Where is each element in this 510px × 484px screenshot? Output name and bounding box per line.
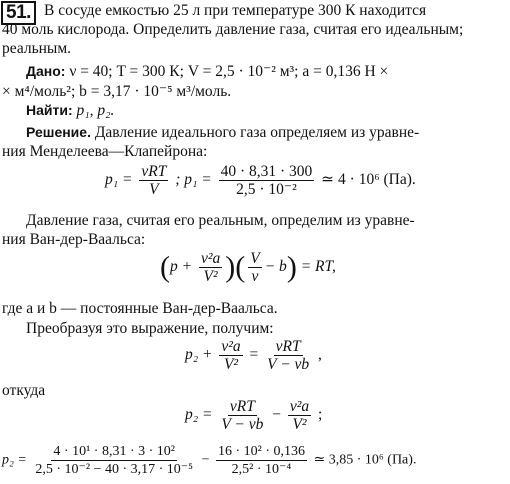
eq1-den: V	[149, 181, 159, 198]
eq1-frac2	[219, 163, 315, 198]
eq4-frac2	[288, 398, 311, 433]
eq4-frac1-den: V − νb	[221, 416, 264, 433]
eq1-left: p₁ =	[105, 171, 133, 189]
eq3-frac2-den: V − νb	[267, 356, 310, 373]
find-line	[26, 102, 114, 120]
given-line-1	[26, 62, 388, 81]
eq5-frac2-den: 2,5² · 10⁻⁴	[231, 462, 292, 477]
transform-line: Преобразуя это выражение, получим:	[26, 320, 274, 337]
vdw-result: = RT,	[300, 258, 336, 276]
solution-line-2: ния Менделеева—Клапейрона:	[2, 143, 208, 160]
vdw-frac2-den: ν	[251, 268, 259, 285]
eq3-frac2	[265, 338, 311, 373]
eq4-frac2-den: V²	[292, 416, 307, 433]
eq4-frac2-num: ν²a	[289, 398, 310, 415]
eq3-left: p₂ +	[185, 346, 213, 364]
vdw-paren-close: )	[225, 250, 236, 284]
vdw-paren2-open: (	[235, 250, 246, 284]
eq5-result: ≃ 3,85 · 10⁶ (Па).	[313, 452, 417, 468]
eq1-frac	[139, 163, 168, 198]
eq1-mid: ; p₁ =	[175, 171, 212, 189]
where-line: где a и b — постоянные Ван-дер-Ваальса.	[2, 300, 278, 317]
equation-ideal-gas	[105, 163, 416, 198]
eq3-frac1	[219, 338, 242, 373]
eq1-num2: 40 · 8,31 · 300	[220, 163, 313, 180]
given-label: Дано:	[26, 63, 66, 79]
equation-van-der-waals	[160, 250, 336, 285]
eq4-frac1-num: νRT	[229, 398, 255, 415]
eq3-frac1-num: ν²a	[221, 338, 241, 355]
eq5-frac2	[216, 443, 307, 478]
find-label: Найти:	[26, 102, 73, 118]
solution-text-1: Давление идеального газа определяем из уравне-	[94, 124, 420, 141]
given-line-2: × м⁴/моль²; b = 3,17 · 10⁻⁵ м³/моль.	[2, 83, 232, 100]
text-real-gas-2: ния Ван-дер-Ваальса:	[2, 231, 146, 248]
text-real-gas-1: Давление газа, считая его реальным, определим из уравне-	[26, 212, 415, 229]
equation-5	[2, 443, 416, 478]
find-values: p₁, p₂.	[76, 102, 115, 119]
vdw-frac2-num: V	[250, 250, 260, 267]
eq3-frac1-den: V²	[223, 356, 239, 373]
vdw-paren2-close: )	[286, 250, 297, 284]
vdw-minus-b: − b	[264, 258, 287, 276]
eq3-frac2-num: νRT	[275, 338, 301, 355]
problem-line-1: В сосуде емкостью 25 л при температуре 300 К находится	[44, 2, 427, 19]
vdw-frac1-num: ν²a	[200, 250, 221, 267]
equation-4	[185, 398, 322, 433]
eq5-frac1-num: 4 · 10¹ · 8,31 · 3 · 10²	[53, 444, 175, 459]
eq1-result: ≃ 4 · 10⁶ (Па).	[321, 171, 416, 189]
eq4-semicolon: ;	[318, 406, 323, 424]
vdw-p: p +	[170, 258, 193, 276]
vdw-frac2	[248, 250, 261, 285]
eq5-frac2-num: 16 · 10² · 0,136	[217, 444, 306, 459]
vdw-frac1	[199, 250, 222, 285]
given-values: ν = 40; T = 300 К; V = 2,5 · 10⁻² м³; a = 0,136 Н ×	[69, 63, 389, 80]
otkuda-line: откуда	[2, 382, 46, 399]
problem-line-2: 40 моль кислорода. Определить давление газа, считая его идеальным;	[2, 21, 464, 38]
eq5-minus: −	[201, 452, 210, 468]
eq4-left: p₂ =	[185, 406, 213, 424]
eq4-minus: −	[272, 406, 282, 424]
problem-number: 51.	[1, 1, 36, 25]
eq3-eq: =	[249, 346, 259, 364]
solution-line-1	[26, 124, 419, 142]
problem-line-3: реальным.	[2, 40, 72, 57]
vdw-frac1-den: V²	[203, 268, 218, 285]
eq4-frac1	[219, 398, 265, 433]
eq3-comma: ,	[318, 346, 322, 364]
eq5-left: p₂ =	[2, 452, 27, 468]
vdw-paren-open: (	[160, 250, 170, 284]
equation-3	[185, 338, 322, 373]
eq1-den2: 2,5 · 10⁻²	[236, 181, 297, 198]
eq1-num: νRT	[141, 163, 167, 180]
eq5-frac1-den: 2,5 · 10⁻² − 40 · 3,17 · 10⁻⁵	[35, 462, 194, 477]
solution-label: Решение.	[26, 124, 91, 140]
eq5-frac1	[33, 443, 195, 478]
